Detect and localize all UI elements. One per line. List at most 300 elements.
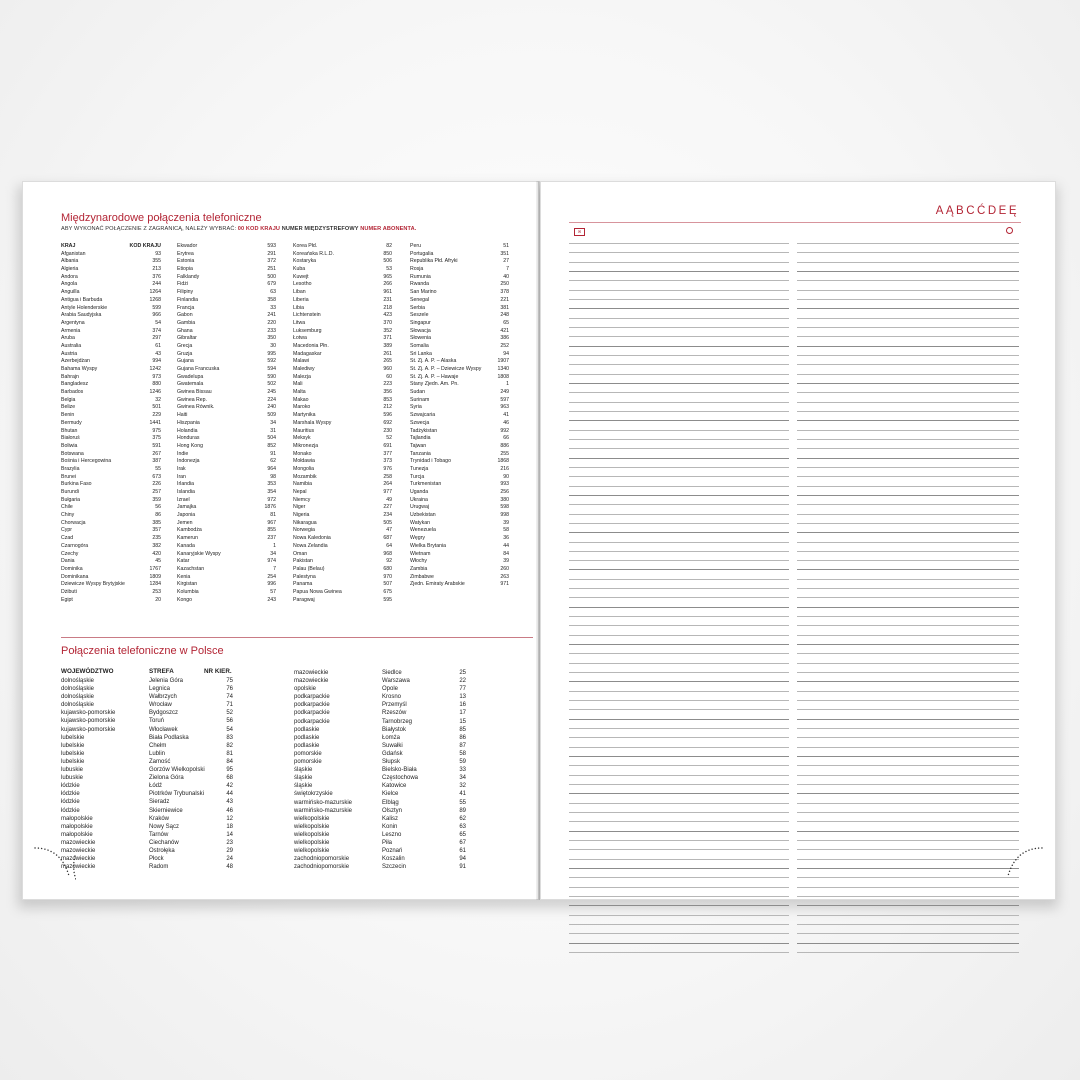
country-code: 234 — [383, 512, 392, 519]
country-row — [61, 389, 161, 397]
header-red-rule — [569, 222, 1021, 223]
country-code: 243 — [267, 596, 276, 603]
country-row — [61, 404, 161, 412]
country-row — [410, 474, 509, 482]
corner-perforation-left — [31, 842, 76, 887]
country-code: 252 — [500, 342, 509, 349]
intl-subtitle — [61, 226, 416, 232]
area-code: 56 — [226, 718, 233, 725]
country-name: Aruba — [61, 335, 75, 342]
zone: Lublin — [149, 750, 166, 757]
poland-row — [294, 831, 466, 839]
zone: Rzeszów — [382, 710, 407, 717]
writing-line — [569, 870, 1021, 879]
country-code: 998 — [500, 512, 509, 519]
poland-row — [294, 839, 466, 847]
line-segment — [569, 327, 789, 328]
writing-line — [569, 283, 1021, 292]
country-row — [293, 266, 392, 274]
zone: Nowy Sącz — [149, 823, 180, 830]
voivodeship: kujawsko-pomorskie — [61, 726, 116, 733]
country-name: Martynika — [293, 412, 316, 419]
country-code: 996 — [267, 581, 276, 588]
line-segment — [797, 551, 1019, 552]
country-code: 960 — [383, 366, 392, 372]
writing-line — [569, 451, 1021, 460]
country-name: Gwatemala — [177, 381, 204, 388]
country-name: Dominikana — [61, 573, 89, 580]
country-name: Indie — [177, 450, 189, 457]
line-segment — [797, 719, 1019, 720]
country-column-3 — [293, 243, 392, 604]
country-code: 389 — [383, 342, 392, 349]
line-segment — [569, 271, 789, 272]
country-code: 81 — [270, 512, 276, 519]
country-name: Benin — [61, 412, 75, 419]
country-row — [177, 551, 276, 559]
country-name: Gambia — [177, 319, 196, 326]
country-row — [410, 251, 509, 259]
country-code: 376 — [152, 273, 161, 280]
country-name: Falklandy — [177, 273, 200, 280]
country-code: 64 — [386, 542, 392, 549]
country-row — [410, 574, 509, 582]
voivodeship: łódzkie — [61, 807, 80, 814]
line-segment — [797, 569, 1019, 570]
country-code: 231 — [383, 296, 392, 303]
country-code: 1242 — [149, 366, 161, 372]
country-code: 1246 — [149, 389, 161, 396]
area-code: 63 — [459, 823, 466, 830]
writing-line — [569, 544, 1021, 553]
country-row — [293, 497, 392, 505]
country-code: 966 — [152, 312, 161, 319]
country-name: Bahrajn — [61, 373, 79, 380]
country-name: Liberia — [293, 296, 309, 303]
country-code: 591 — [152, 442, 161, 449]
country-row — [410, 258, 509, 266]
zone: Białystok — [382, 726, 407, 733]
area-code: 83 — [226, 734, 233, 741]
voivodeship: śląskie — [294, 775, 313, 782]
line-segment — [797, 625, 1019, 626]
country-name: Panama — [293, 581, 313, 588]
country-code: 357 — [152, 527, 161, 534]
line-segment — [569, 616, 789, 617]
area-code: 84 — [226, 758, 233, 765]
country-row — [177, 589, 276, 597]
country-name: Honduras — [177, 435, 200, 442]
country-row — [61, 428, 161, 436]
country-name: Bułgaria — [61, 496, 81, 503]
country-code: 594 — [267, 366, 276, 372]
zone: Warszawa — [382, 678, 410, 685]
area-code: 62 — [459, 815, 466, 822]
line-segment — [569, 280, 789, 281]
country-row — [61, 281, 161, 289]
country-name: Brazylia — [61, 465, 80, 472]
country-row — [293, 443, 392, 451]
country-name: Białoruś — [61, 435, 80, 442]
line-segment — [797, 933, 1019, 934]
country-code: 350 — [267, 335, 276, 342]
writing-line — [569, 516, 1021, 525]
country-name: Zjedn. Emiraty Arabskie — [410, 581, 465, 588]
country-row — [410, 320, 509, 328]
country-code: 590 — [267, 373, 276, 380]
country-row — [177, 466, 276, 474]
country-code: 1 — [506, 381, 509, 388]
country-code: 993 — [500, 481, 509, 488]
country-row — [293, 381, 392, 389]
country-code: 237 — [267, 535, 276, 542]
area-code: 87 — [459, 742, 466, 749]
line-segment — [797, 486, 1019, 487]
country-code: 381 — [500, 304, 509, 311]
country-code: 229 — [152, 412, 161, 419]
country-row — [293, 466, 392, 474]
country-row — [61, 328, 161, 336]
country-code: 233 — [267, 327, 276, 334]
voivodeship: świętokrzyskie — [294, 791, 333, 798]
line-segment — [569, 402, 789, 403]
country-code: 992 — [500, 427, 509, 434]
line-segment — [569, 262, 789, 263]
country-code: 975 — [152, 427, 161, 434]
country-code: 33 — [270, 304, 276, 311]
voivodeship: mazowieckie — [61, 864, 96, 871]
line-segment — [569, 793, 789, 794]
line-segment — [797, 560, 1019, 561]
zone: Ostrołęka — [149, 847, 175, 854]
line-segment — [797, 355, 1019, 356]
country-code: 965 — [383, 273, 392, 280]
poland-row — [61, 726, 233, 734]
country-row — [293, 428, 392, 436]
country-name: Rwanda — [410, 281, 430, 288]
country-name: Litwa — [293, 319, 306, 326]
line-segment — [569, 653, 789, 654]
writing-line — [569, 693, 1021, 702]
country-name: Palau (Belau) — [293, 565, 325, 572]
country-code: 44 — [503, 542, 509, 549]
line-segment — [797, 439, 1019, 440]
line-segment — [797, 915, 1019, 916]
zone: Gdańsk — [382, 750, 403, 757]
writing-line — [569, 814, 1021, 823]
writing-line — [569, 311, 1021, 320]
area-code: 18 — [226, 823, 233, 830]
country-code: 230 — [383, 427, 392, 434]
country-name: Hiszpania — [177, 419, 200, 426]
country-name: Albania — [61, 258, 79, 265]
zone: Kielce — [382, 791, 399, 798]
country-row — [177, 435, 276, 443]
country-code: 1340 — [497, 366, 509, 372]
zone: Katowice — [382, 783, 407, 790]
country-row — [177, 381, 276, 389]
country-row — [293, 397, 392, 405]
writing-line — [569, 264, 1021, 273]
line-segment — [569, 943, 789, 944]
poland-row — [294, 799, 466, 807]
line-segment — [569, 523, 789, 524]
country-row — [177, 489, 276, 497]
country-row — [410, 520, 509, 528]
country-code: 86 — [155, 512, 161, 519]
country-name: Urugwaj — [410, 504, 430, 511]
writing-line — [569, 553, 1021, 562]
country-code: 886 — [500, 442, 509, 449]
country-code: 358 — [267, 296, 276, 303]
line-segment — [797, 905, 1019, 906]
country-row — [61, 397, 161, 405]
line-segment — [797, 346, 1019, 347]
country-name: Słowenia — [410, 335, 432, 342]
country-code: 223 — [383, 381, 392, 388]
country-code: 597 — [500, 396, 509, 403]
country-code: 27 — [503, 258, 509, 265]
country-row — [61, 527, 161, 535]
country-name: Anguilla — [61, 289, 80, 296]
country-name: Senegal — [410, 296, 430, 303]
country-row — [61, 597, 161, 605]
line-segment — [797, 756, 1019, 757]
area-code: 15 — [459, 718, 466, 725]
line-segment — [569, 849, 789, 850]
country-row — [177, 358, 276, 366]
country-code: 40 — [503, 273, 509, 280]
country-row — [293, 551, 392, 559]
poland-row — [61, 742, 233, 750]
country-row — [177, 243, 276, 251]
country-name: Tajwan — [410, 442, 427, 449]
writing-line — [569, 600, 1021, 609]
area-code: 25 — [459, 670, 466, 676]
country-code: 371 — [383, 335, 392, 342]
intl-title: Międzynarodowe połączenia telefoniczne — [61, 212, 262, 224]
country-name: Uzbekistan — [410, 512, 436, 519]
writing-line — [569, 469, 1021, 478]
line-segment — [797, 299, 1019, 300]
country-row — [410, 358, 509, 366]
line-segment — [569, 737, 789, 738]
writing-line — [569, 824, 1021, 833]
country-code: 964 — [267, 465, 276, 472]
zone: Sieradz — [149, 799, 170, 806]
line-segment — [569, 439, 789, 440]
poland-row — [61, 677, 233, 685]
poland-row — [294, 718, 466, 726]
country-code: 90 — [503, 473, 509, 480]
line-segment — [797, 616, 1019, 617]
country-code: 375 — [152, 435, 161, 442]
country-row — [410, 374, 509, 382]
country-code: 265 — [383, 358, 392, 365]
writing-line — [569, 684, 1021, 693]
country-name: Ghana — [177, 327, 193, 334]
poland-row — [294, 685, 466, 693]
line-segment — [797, 458, 1019, 459]
line-segment — [569, 430, 789, 431]
country-name: Turcja — [410, 473, 425, 480]
country-row — [61, 381, 161, 389]
line-segment — [797, 411, 1019, 412]
line-segment — [569, 933, 789, 934]
country-code: 963 — [500, 404, 509, 411]
country-row — [293, 451, 392, 459]
line-segment — [797, 812, 1019, 813]
country-row — [293, 258, 392, 266]
line-segment — [797, 374, 1019, 375]
line-segment — [797, 476, 1019, 477]
country-name: Syria — [410, 404, 422, 411]
poland-row — [294, 709, 466, 717]
country-name: Stany Zjedn. Am. Pn. — [410, 381, 459, 388]
line-segment — [569, 495, 789, 496]
line-segment — [569, 299, 789, 300]
line-segment — [569, 560, 789, 561]
poland-row — [61, 863, 233, 871]
writing-line — [569, 833, 1021, 842]
voivodeship: podkarpackie — [294, 710, 330, 717]
line-segment — [569, 719, 789, 720]
writing-line — [569, 898, 1021, 907]
line-segment — [569, 458, 789, 459]
country-name: Kamerun — [177, 535, 199, 542]
zone: Piła — [382, 839, 393, 846]
country-row — [410, 389, 509, 397]
line-segment — [797, 327, 1019, 328]
country-code: 291 — [267, 250, 276, 257]
line-segment — [569, 579, 789, 580]
voivodeship: małopolskie — [61, 831, 93, 838]
country-name: Malezja — [293, 373, 311, 380]
country-code: 36 — [503, 535, 509, 542]
country-row — [410, 243, 509, 251]
voivodeship: pomorskie — [294, 750, 322, 757]
line-segment — [797, 262, 1019, 263]
country-row — [293, 520, 392, 528]
country-name: Trynidad i Tobago — [410, 458, 451, 465]
writing-line — [569, 236, 1021, 245]
country-name: Azerbejdżan — [61, 358, 90, 365]
area-code: 23 — [226, 839, 233, 846]
area-code: 61 — [459, 848, 466, 855]
writing-line — [569, 618, 1021, 627]
line-segment — [797, 737, 1019, 738]
writing-line — [569, 572, 1021, 581]
country-code: 1264 — [149, 289, 161, 296]
country-code: 60 — [386, 373, 392, 380]
country-row — [177, 389, 276, 397]
writing-line — [569, 460, 1021, 469]
country-code: 250 — [500, 281, 509, 288]
voivodeship: kujawsko-pomorskie — [61, 718, 116, 725]
country-code: 41 — [503, 412, 509, 419]
country-code: 374 — [152, 327, 161, 334]
country-code: 692 — [383, 419, 392, 426]
country-name: Austria — [61, 350, 78, 357]
writing-line — [569, 758, 1021, 767]
country-code: 423 — [383, 312, 392, 319]
country-name: Szwecja — [410, 419, 430, 426]
country-code: 267 — [152, 450, 161, 457]
writing-line — [569, 357, 1021, 366]
voivodeship: dolnośląskie — [61, 694, 95, 701]
writing-line — [569, 385, 1021, 394]
poland-row — [61, 717, 233, 725]
country-name: Watykan — [410, 519, 430, 526]
country-code: 386 — [500, 335, 509, 342]
poland-row — [61, 782, 233, 790]
country-code: 266 — [383, 281, 392, 288]
poland-row — [294, 790, 466, 798]
line-segment — [569, 448, 789, 449]
writing-line — [569, 880, 1021, 889]
country-name: Czechy — [61, 550, 79, 557]
country-name: Libia — [293, 304, 304, 311]
line-segment — [569, 644, 789, 645]
country-row — [410, 412, 509, 420]
country-name: Surinam — [410, 396, 430, 403]
country-code: 39 — [503, 558, 509, 565]
line-segment — [797, 383, 1019, 384]
area-code: 48 — [226, 864, 233, 871]
writing-line — [569, 889, 1021, 898]
country-name: Mikronezja — [293, 442, 319, 449]
voivodeship: podkarpackie — [294, 718, 330, 725]
area-code: 85 — [459, 726, 466, 733]
writing-line — [569, 479, 1021, 488]
area-code: 14 — [226, 831, 233, 838]
country-name: Antyle Holenderskie — [61, 304, 108, 311]
voivodeship: kujawsko-pomorskie — [61, 710, 116, 717]
zone: Suwałki — [382, 742, 403, 749]
country-name: Kenia — [177, 573, 191, 580]
poland-row — [61, 685, 233, 693]
country-row — [61, 358, 161, 366]
zone: Poznań — [382, 848, 403, 855]
country-code: 380 — [500, 496, 509, 503]
country-code: 359 — [152, 496, 161, 503]
phone-icon — [1006, 227, 1013, 234]
country-row — [293, 305, 392, 313]
zone: Łódź — [149, 783, 163, 790]
country-name: Belize — [61, 404, 76, 411]
zone: Konin — [382, 823, 398, 830]
country-code: 241 — [267, 312, 276, 319]
country-row — [410, 297, 509, 305]
line-segment — [569, 355, 789, 356]
line-segment — [797, 775, 1019, 776]
country-row — [177, 343, 276, 351]
area-code: 59 — [459, 759, 466, 766]
country-name: Portugalia — [410, 250, 434, 257]
country-code: 94 — [503, 350, 509, 357]
area-code: 82 — [226, 742, 233, 749]
country-name: Izrael — [177, 496, 190, 503]
country-name: Botswana — [61, 450, 84, 457]
country-code: 502 — [267, 381, 276, 388]
country-name: Bośnia i Hercegowina — [61, 458, 112, 465]
poland-row — [61, 831, 233, 839]
country-row — [177, 535, 276, 543]
country-row — [410, 274, 509, 282]
voivodeship: lubelskie — [61, 758, 85, 765]
poland-row — [294, 766, 466, 774]
country-code: 355 — [152, 258, 161, 265]
